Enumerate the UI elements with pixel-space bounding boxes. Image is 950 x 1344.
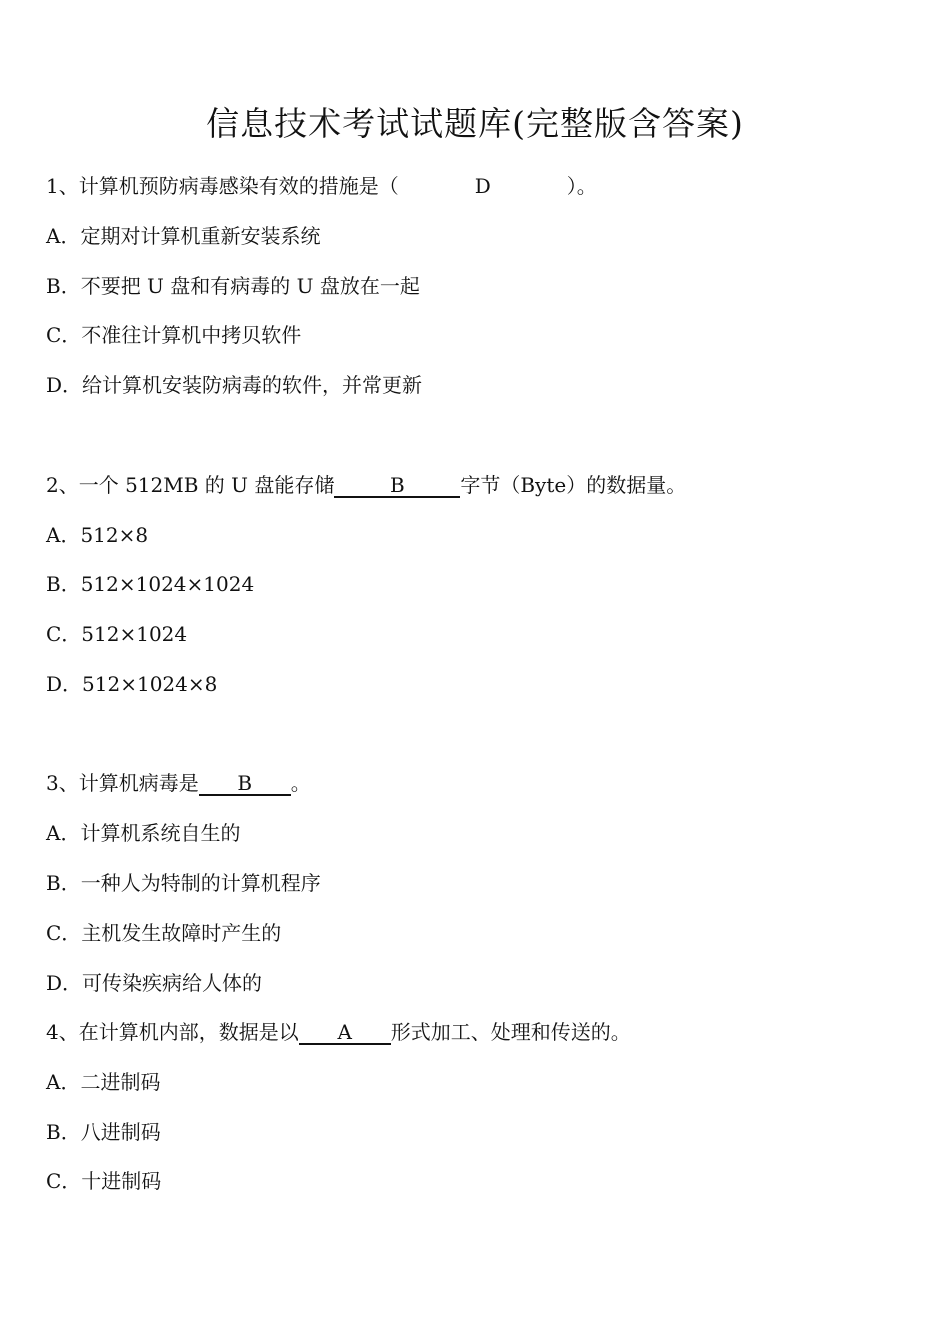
question-4-answer: A [299, 1021, 391, 1045]
document-title: 信息技术考试试题库(完整版含答案) [206, 104, 744, 143]
question-2-option-d: D．512×1024×8 [46, 672, 218, 696]
question-2-option-b: B．512×1024×1024 [46, 572, 255, 596]
question-2-stem-after: 字节（Byte）的数据量。 [460, 473, 687, 497]
question-1-stem-before: 1、计算机预防病毒感染有效的措施是（ [46, 174, 399, 198]
question-1-option-c: C．不准往计算机中拷贝软件 [46, 323, 302, 347]
question-3-option-c: C．主机发生故障时产生的 [46, 921, 282, 945]
question-1-answer: D [474, 174, 491, 198]
question-2-option-c: C．512×1024 [46, 622, 188, 646]
question-3-stem-before: 3、计算机病毒是 [46, 771, 199, 795]
question-2-answer: B [334, 474, 460, 498]
question-4-stem-before: 4、在计算机内部，数据是以 [46, 1020, 299, 1044]
question-4-stem-after: 形式加工、处理和传送的。 [390, 1020, 631, 1044]
question-3-option-d: D．可传染疾病给人体的 [46, 971, 263, 995]
question-4-option-c: C．十进制码 [46, 1169, 162, 1193]
question-2-stem-before: 2、一个 512MB 的 U 盘能存储 [46, 473, 335, 497]
question-3-stem-after: 。 [290, 771, 311, 795]
question-1-stem [46, 173, 597, 199]
question-1-option-d: D．给计算机安装防病毒的软件，并常更新 [46, 373, 423, 397]
question-1-stem-after: ）。 [566, 174, 597, 198]
question-2-stem [46, 472, 686, 498]
question-1-option-a: A．定期对计算机重新安装系统 [46, 224, 321, 248]
question-1-option-b: B．不要把 U 盘和有病毒的 U 盘放在一起 [46, 274, 420, 298]
question-3-option-a: A．计算机系统自生的 [46, 821, 241, 845]
question-3-answer: B [199, 772, 291, 796]
question-4-option-b: B．八进制码 [46, 1120, 161, 1144]
question-4-stem [46, 1019, 631, 1045]
question-4-option-a: A．二进制码 [46, 1070, 161, 1094]
question-3-stem [46, 770, 311, 796]
question-3-option-b: B．一种人为特制的计算机程序 [46, 871, 321, 895]
question-2-option-a: A．512×8 [46, 523, 149, 547]
